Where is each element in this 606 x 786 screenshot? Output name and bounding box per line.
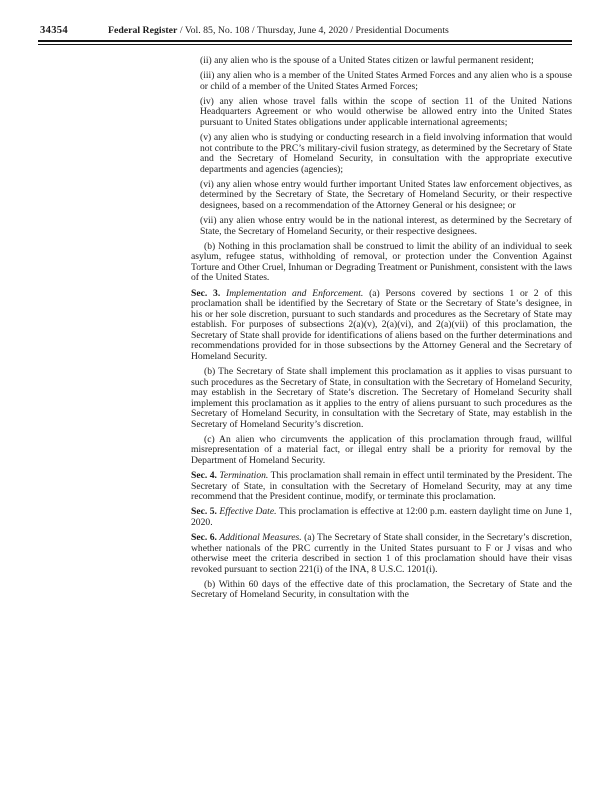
journal-title: Federal Register <box>108 25 178 36</box>
clause-vii: (vii) any alien whose entry would be in the national interest, as determined by the Secretary of State, the Secretary of Homeland Security, or their respective designees. <box>200 215 572 237</box>
section-3-text: (a) Persons covered by sections 1 or 2 of this proclamation shall be identified by the Secretary of State or the Secretary of State’s designee, in his or her sole discretion, pursuant to such standards and procedures as the Secretary of State may establish. For purposes of subsections 2(a)(v), 2(a)(vi), and 2(a)(vii) of this proclamation, the Secretary of State shall provide for identifications of aliens based on the further determinations and recommendations provided for in those subsections by the Attorney General and the Secretary of Homeland Security. <box>191 287 572 362</box>
paragraph-b-limitations: (b) Nothing in this proclamation shall be construed to limit the ability of an individual to seek asylum, refugee status, withholding of removal, or protection under the Convention Against Torture and Other Cruel, Inhuman or Degrading Treatment or Punishment, consistent with the laws of the United States. <box>191 240 572 284</box>
section-3-title: Implementation and Enforcement. <box>226 287 364 299</box>
section-5-label: Sec. 5. <box>191 506 217 518</box>
header-rule <box>38 40 572 45</box>
section-3 <box>191 289 572 363</box>
section-3-paragraph-b: (b) The Secretary of State shall implement this proclamation as it applies to visas pursuant to such procedures as the Secretary of State, in consultation with the Secretary of Homeland Security, may establish in the Secretary of State’s discretion. The Secretary of Homeland Security shall implement this proclamation as it applies to the entry of aliens pursuant to such procedures as the Secretary of Homeland Security, in consultation with the Secretary of State, may establish in the Secretary of Homeland Security’s discretion. <box>191 365 572 430</box>
volume-date-citation: / Vol. 85, No. 108 / Thursday, June 4, 2020 / Presidential Documents <box>179 25 449 36</box>
section-6-text: (a) The Secretary of State shall consider, in the Secretary’s discretion, whether nationals of the PRC currently in the United States pursuant to F or J visas and who otherwise meet the criteria described in section 1 of this proclamation should have their visas revoked pursuant to section 221(i) of the INA, 8 U.S.C. 1201(i). <box>191 532 572 575</box>
section-4-title: Termination. <box>219 470 269 482</box>
clause-v: (v) any alien who is studying or conducting research in a field involving information that would not contribute to the PRC’s military-civil fusion strategy, as determined by the Secretary of State and the Secretary of Homeland Security, in consultation with the appropriate executive departments and agencies (agencies); <box>200 132 572 175</box>
clause-iii: (iii) any alien who is a member of the United States Armed Forces and any alien who is a spouse or child of a member of the United States Armed Forces; <box>200 70 572 92</box>
clause-vi: (vi) any alien whose entry would further important United States law enforcement objectives, as determined by the Secretary of State, the Secretary of Homeland Security, or their respective designees, based on a recommendation of the Attorney General or his designee; or <box>200 178 572 211</box>
running-head <box>108 25 449 36</box>
section-5-text: This proclamation is effective at 12:00 p.m. eastern daylight time on June 1, 2020. <box>191 506 572 528</box>
section-4 <box>191 471 572 503</box>
section-6-title: Additional Measures. <box>219 532 302 543</box>
clause-iv: (iv) any alien whose travel falls within the scope of section 11 of the United Nations Headquarters Agreement or who would otherwise be allowed entry into the United States pursuant to United States obligations under applicable international agreements; <box>200 95 572 128</box>
section-6-paragraph-b: (b) Within 60 days of the effective date of this proclamation, the Secretary of State and the Secretary of Homeland Security, in consultation with the <box>191 578 572 601</box>
section-4-text: This proclamation shall remain in effect until terminated by the President. The Secretary of State, in consultation with the Secretary of Homeland Security, may at any time recommend that the President continue, modify, or terminate this proclamation. <box>191 470 572 503</box>
section-4-label: Sec. 4. <box>191 470 217 482</box>
section-3-paragraph-c: (c) An alien who circumvents the application of this proclamation through fraud, willful misrepresentation of a material fact, or illegal entry shall be a priority for removal by the Department of Homeland Security. <box>191 433 572 466</box>
section-6-label: Sec. 6. <box>191 532 217 543</box>
page-header <box>40 25 572 36</box>
section-5-title: Effective Date. <box>219 506 277 518</box>
document-body <box>191 56 572 605</box>
page-number: 34354 <box>40 25 68 36</box>
clause-ii: (ii) any alien who is the spouse of a United States citizen or lawful permanent resident; <box>200 55 534 66</box>
section-5 <box>191 507 572 528</box>
section-6 <box>191 533 572 575</box>
section-3-label: Sec. 3. <box>191 287 221 299</box>
